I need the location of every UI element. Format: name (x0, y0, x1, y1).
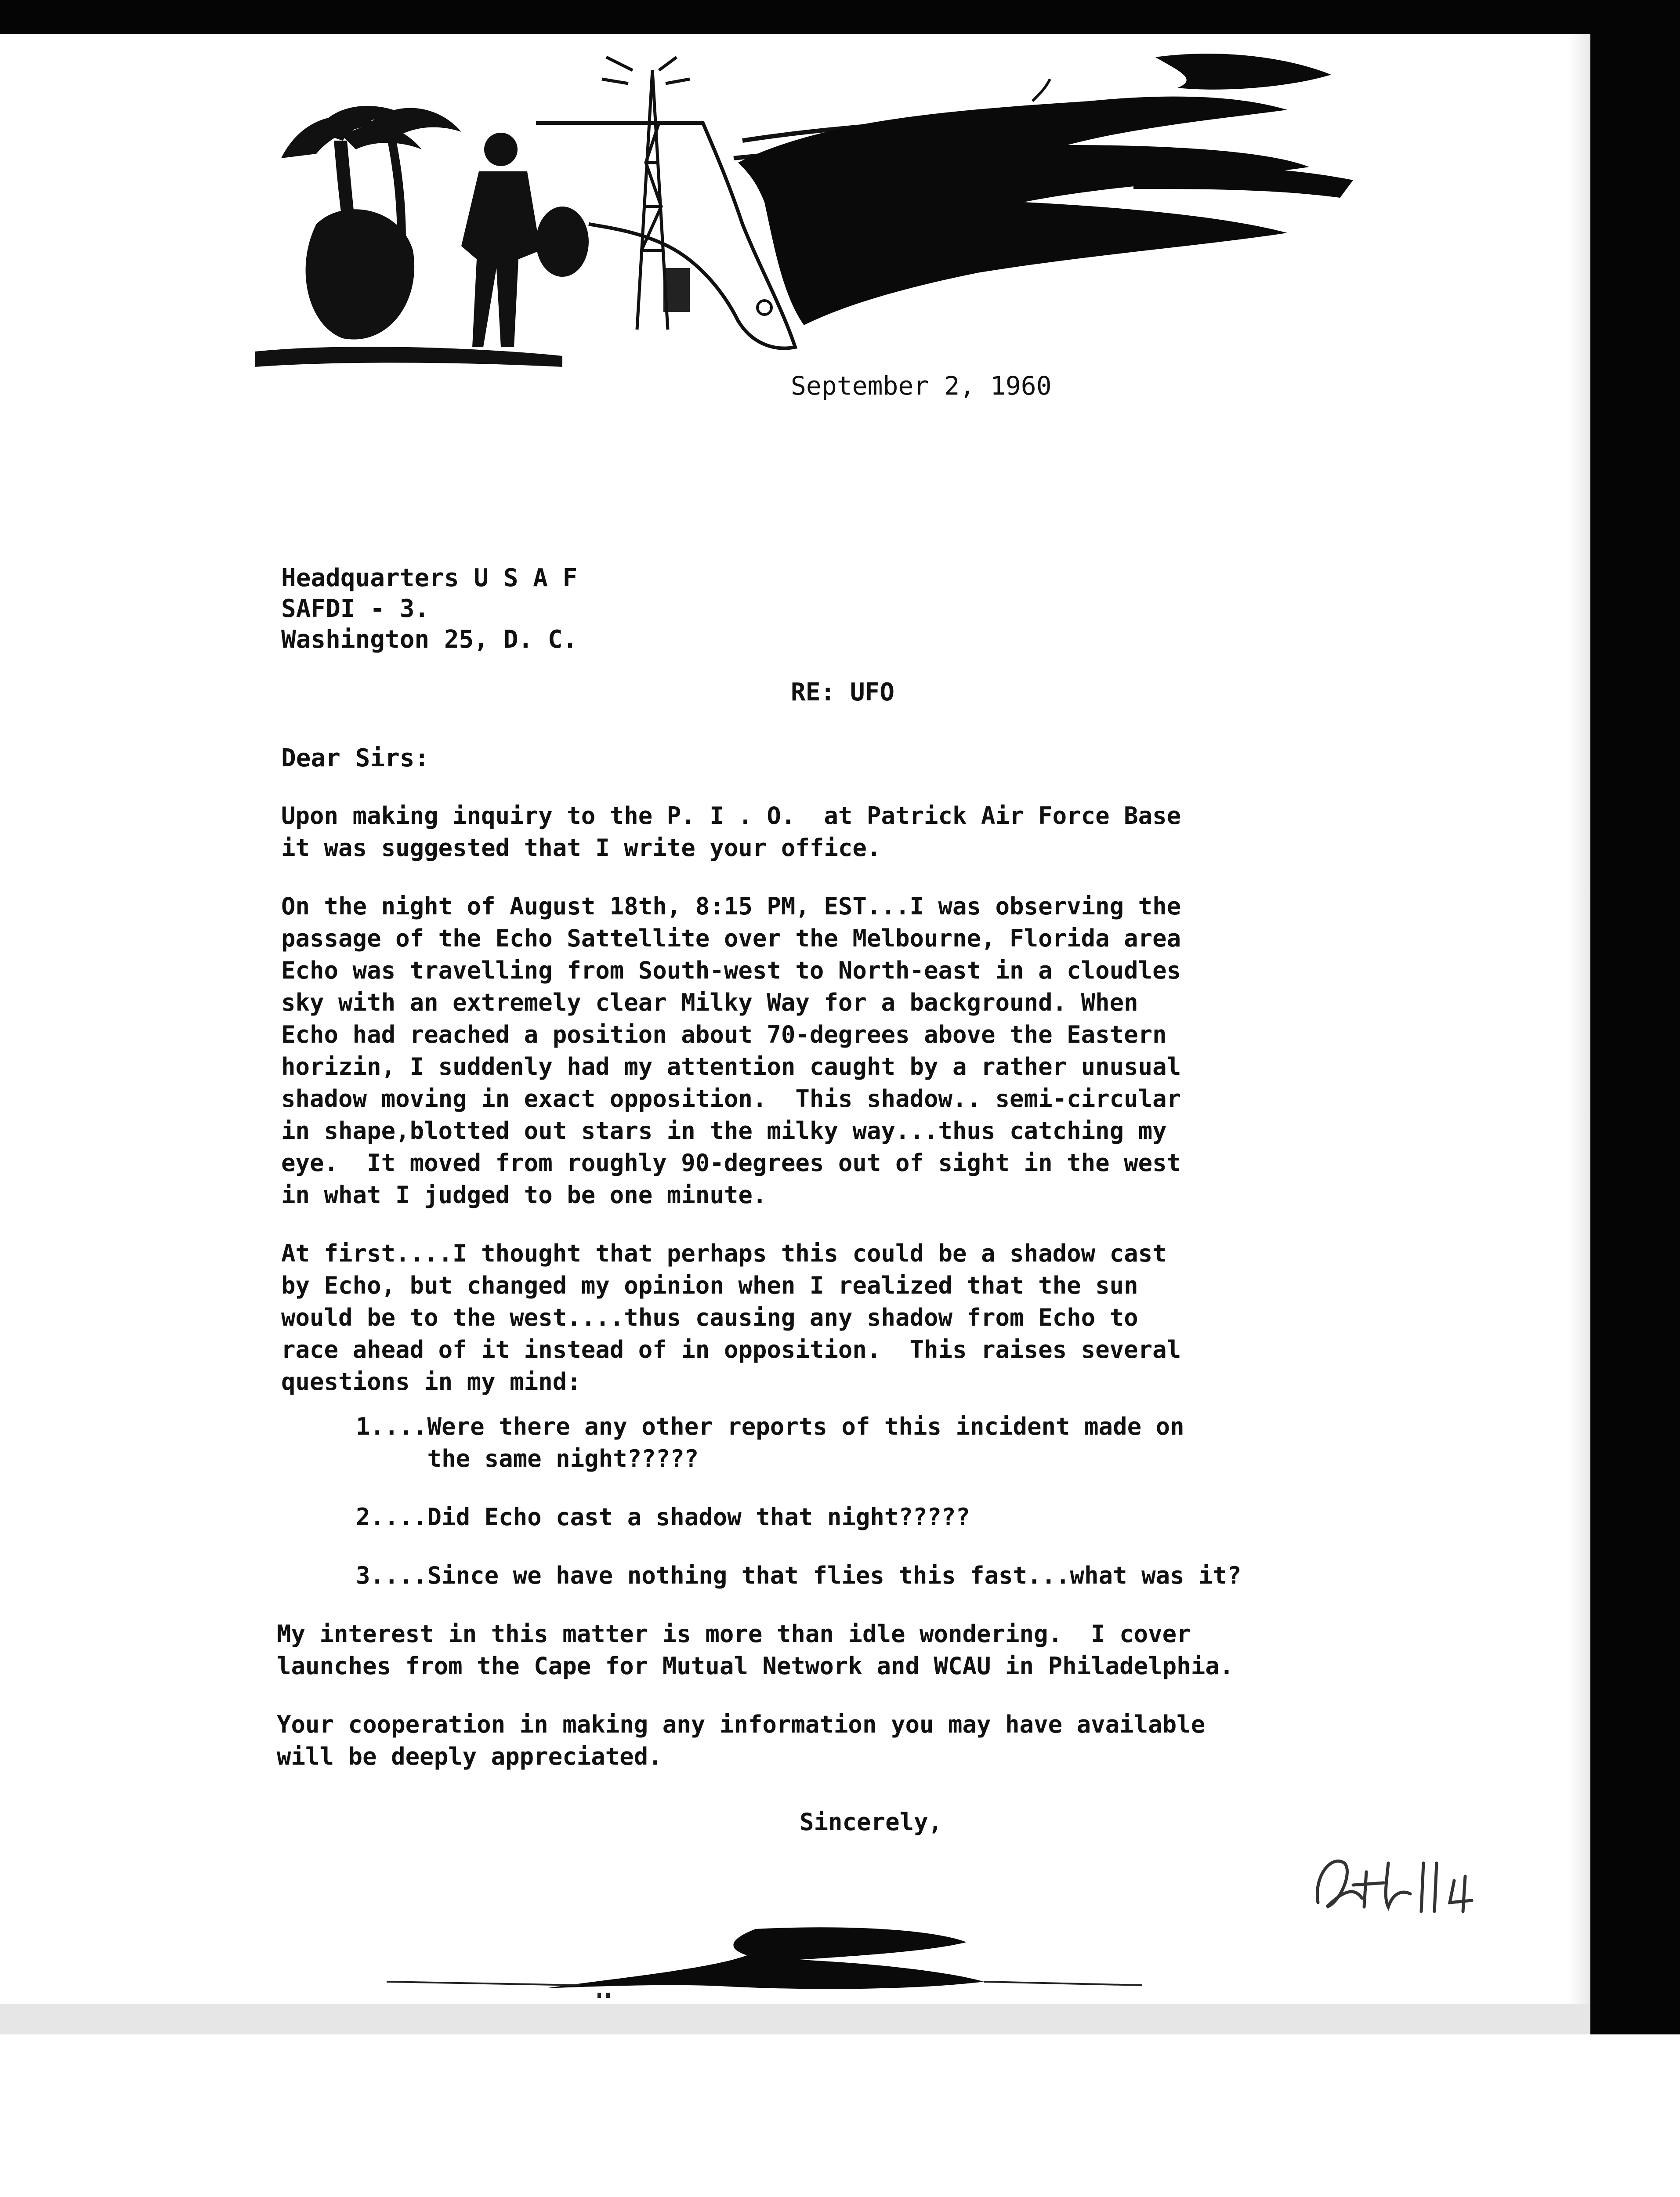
paragraph-1-line: it was suggested that I write your office. (281, 834, 881, 862)
paragraph-3-line: questions in my mind: (281, 1368, 581, 1396)
letter-date: September 2, 1960 (791, 371, 1052, 401)
paragraph-2-line: Echo was travelling from South-west to North-east in a cloudles (281, 957, 1181, 984)
address-line-1: Headquarters U S A F (281, 564, 578, 592)
paragraph-2-line: shadow moving in exact opposition. This shadow.. semi-circular (281, 1085, 1181, 1113)
paragraph-2-line: eye. It moved from roughly 90-degrees out of sight in the west (281, 1149, 1181, 1177)
paragraph-4-line: My interest in this matter is more than idle wondering. I cover (277, 1620, 1191, 1648)
paragraph-5-line: Your cooperation in making any information you may have available (277, 1711, 1206, 1738)
address-line-2: SAFDI - 3. (281, 595, 430, 623)
page-edge (1568, 34, 1590, 2029)
page-bottom-strip (0, 2004, 1590, 2034)
paragraph-3-line: would be to the west....thus causing any shadow from Echo to (281, 1304, 1138, 1331)
paragraph-5-line: will be deeply appreciated. (277, 1743, 663, 1770)
question-1-line: the same night????? (356, 1445, 699, 1472)
paragraph-2-line: Echo had reached a position about 70-degrees above the Eastern (281, 1021, 1167, 1048)
subject-line: RE: UFO (791, 678, 895, 707)
closing: Sincerely, (800, 1808, 943, 1836)
salutation: Dear Sirs: (281, 744, 430, 772)
paragraph-2-line: sky with an extremely clear Milky Way for a background. When (281, 989, 1138, 1016)
paragraph-4-line: launches from the Cape for Mutual Network and WCAU in Philadelphia. (277, 1652, 1234, 1680)
question-2: 2....Did Echo cast a shadow that night????? (356, 1503, 970, 1531)
paragraph-3-line: race ahead of it instead of in opposition. This raises several (281, 1336, 1181, 1363)
question-3: 3....Since we have nothing that flies this fast...what was it? (356, 1562, 1242, 1589)
paragraph-2-line: passage of the Echo Sattellite over the Melbourne, Florida area (281, 924, 1181, 952)
paragraph-3-line: At first....I thought that perhaps this could be a shadow cast (281, 1240, 1167, 1267)
paragraph-2-line: On the night of August 18th, 8:15 PM, EST...I was observing the (281, 892, 1181, 920)
handwritten-annotation (1300, 1837, 1494, 1925)
redaction-mark (360, 1916, 1151, 1999)
letterhead-illustration (255, 40, 1419, 391)
paragraph-3-line: by Echo, but changed my opinion when I realized that the sun (281, 1272, 1138, 1299)
address-line-3: Washington 25, D. C. (281, 625, 578, 654)
paragraph-2-line: in what I judged to be one minute. (281, 1181, 767, 1209)
question-1-line: 1....Were there any other reports of this incident made on (356, 1413, 1184, 1440)
paragraph-1-line: Upon making inquiry to the P. I . O. at Patrick Air Force Base (281, 802, 1181, 830)
scan-background (0, 2034, 1680, 2197)
paragraph-2-line: horizin, I suddenly had my attention caught by a rather unusual (281, 1053, 1181, 1080)
paragraph-2-line: in shape,blotted out stars in the milky way...thus catching my (281, 1117, 1167, 1145)
